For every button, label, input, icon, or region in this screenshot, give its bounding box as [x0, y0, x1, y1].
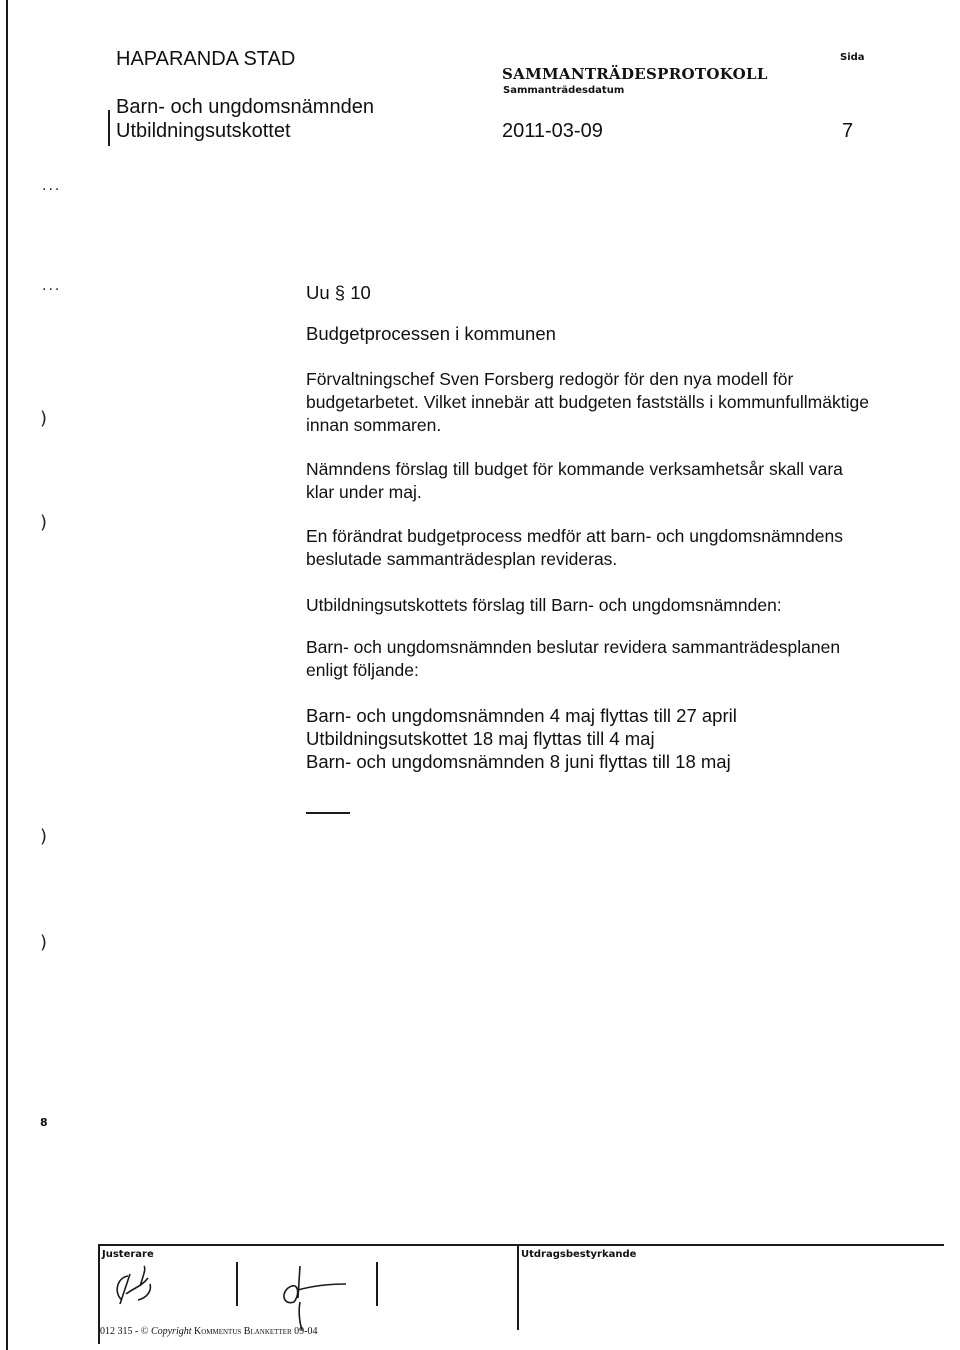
header-left-rule — [108, 110, 110, 146]
page-left-border — [6, 0, 8, 1350]
committee-name: Utbildningsutskottet — [116, 120, 291, 142]
proposal-intro: Utbildningsutskottets förslag till Barn- och ungdomsnämnden: — [306, 595, 782, 615]
paragraph-2 — [306, 458, 843, 504]
margin-dots: ... — [42, 278, 62, 294]
meeting-date-label: Sammanträdesdatum — [503, 85, 625, 96]
copyright-brand: Kommentus Blanketter — [194, 1326, 292, 1337]
board-name: Barn- och ungdomsnämnden — [116, 96, 374, 118]
text-line: budgetarbetet. Vilket innebär att budgeten fastställs i kommunfullmäktige — [306, 392, 869, 412]
signature-1 — [108, 1264, 168, 1310]
margin-paren: ) — [40, 826, 48, 847]
margin-paren: ) — [40, 408, 48, 429]
text-line: Barn- och ungdomsnämnden beslutar revidera sammanträdesplanen — [306, 637, 841, 657]
schedule-change-item: Utbildningsutskottet 18 maj flyttas till 4 maj — [306, 728, 655, 749]
text-line: beslutade sammanträdesplan revideras. — [306, 549, 618, 569]
signature-divider — [236, 1262, 238, 1306]
section-id: Uu § 10 — [306, 282, 371, 303]
copyright-code: 012 315 - © — [100, 1326, 149, 1337]
paragraph-1 — [306, 368, 869, 437]
doc-type-title: SAMMANTRÄDESPROTOKOLL — [502, 65, 768, 83]
footer-top-rule — [98, 1244, 944, 1246]
decision-text — [306, 636, 840, 682]
text-line: Nämndens förslag till budget för kommande verksamhetsår skall vara — [306, 459, 843, 479]
margin-paren: ) — [40, 932, 48, 953]
text-line: En förändrat budgetprocess medför att barn- och ungdomsnämndens — [306, 526, 843, 546]
paragraph-3 — [306, 525, 843, 571]
justerare-label: Justerare — [102, 1249, 154, 1260]
copyright-word: Copyright — [150, 1326, 192, 1337]
section-end-rule — [306, 812, 350, 814]
page-number: 7 — [842, 120, 854, 142]
signature-divider — [376, 1262, 378, 1306]
footer-middle-rule — [517, 1244, 519, 1330]
copyright-year: 09-04 — [294, 1326, 318, 1337]
section-title: Budgetprocessen i kommunen — [306, 323, 556, 344]
signature-2 — [254, 1262, 354, 1332]
schedule-change-item: Barn- och ungdomsnämnden 8 juni flyttas till 18 maj — [306, 751, 731, 772]
margin-paren: ) — [40, 512, 48, 533]
schedule-change-item: Barn- och ungdomsnämnden 4 maj flyttas till 27 april — [306, 705, 737, 726]
margin-dots: ... — [42, 178, 62, 194]
margin-page-mark: 8 — [40, 1116, 48, 1129]
text-line: enligt följande: — [306, 660, 419, 680]
text-line: Förvaltningschef Sven Forsberg redogör för den nya modell för — [306, 369, 794, 389]
text-line: klar under maj. — [306, 482, 422, 502]
copyright-line — [100, 1326, 318, 1337]
text-line: innan sommaren. — [306, 415, 442, 435]
schedule-changes — [306, 704, 737, 773]
utdrag-label: Utdragsbestyrkande — [521, 1249, 637, 1260]
page-label: Sida — [840, 52, 865, 63]
org-name: HAPARANDA STAD — [116, 48, 296, 70]
meeting-date: 2011-03-09 — [502, 120, 603, 142]
